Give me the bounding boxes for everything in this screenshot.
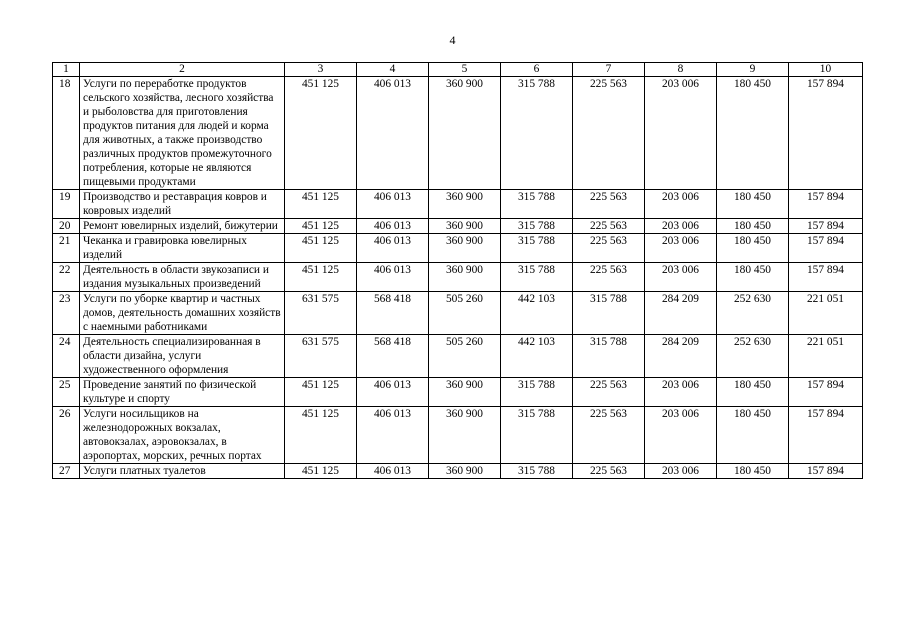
row-number: 25	[53, 378, 80, 407]
value-cell: 315 788	[501, 219, 573, 234]
value-cell: 225 563	[573, 263, 645, 292]
header-cell: 5	[429, 63, 501, 77]
value-cell: 225 563	[573, 407, 645, 464]
value-cell: 225 563	[573, 219, 645, 234]
value-cell: 157 894	[789, 263, 863, 292]
value-cell: 284 209	[645, 335, 717, 378]
row-number: 20	[53, 219, 80, 234]
value-cell: 360 900	[429, 263, 501, 292]
value-cell: 315 788	[501, 234, 573, 263]
value-cell: 568 418	[357, 335, 429, 378]
header-cell: 2	[80, 63, 285, 77]
row-number: 21	[53, 234, 80, 263]
value-cell: 451 125	[285, 77, 357, 190]
value-cell: 225 563	[573, 234, 645, 263]
value-cell: 180 450	[717, 464, 789, 479]
value-cell: 203 006	[645, 219, 717, 234]
value-cell: 315 788	[501, 263, 573, 292]
value-cell: 406 013	[357, 234, 429, 263]
value-cell: 406 013	[357, 407, 429, 464]
value-cell: 180 450	[717, 263, 789, 292]
value-cell: 225 563	[573, 464, 645, 479]
value-cell: 225 563	[573, 378, 645, 407]
table-header-row	[53, 63, 863, 77]
row-number: 19	[53, 190, 80, 219]
value-cell: 360 900	[429, 407, 501, 464]
value-cell: 406 013	[357, 77, 429, 190]
table-row	[53, 335, 863, 378]
value-cell: 442 103	[501, 292, 573, 335]
value-cell: 157 894	[789, 464, 863, 479]
header-cell: 6	[501, 63, 573, 77]
value-cell: 203 006	[645, 464, 717, 479]
row-number: 26	[53, 407, 80, 464]
value-cell: 505 260	[429, 292, 501, 335]
value-cell: 157 894	[789, 190, 863, 219]
value-cell: 203 006	[645, 378, 717, 407]
value-cell: 315 788	[573, 292, 645, 335]
value-cell: 451 125	[285, 464, 357, 479]
value-cell: 203 006	[645, 407, 717, 464]
table-body	[53, 63, 863, 479]
page-number: 4	[449, 33, 456, 47]
value-cell: 221 051	[789, 292, 863, 335]
value-cell: 315 788	[501, 407, 573, 464]
row-number: 18	[53, 77, 80, 190]
service-description: Услуги носильщиков на железнодорожных вокзалах, автовокзалах, аэровокзалах, в аэропортах, морских, речных портах	[80, 407, 285, 464]
value-cell: 360 900	[429, 190, 501, 219]
value-cell: 451 125	[285, 234, 357, 263]
value-cell: 631 575	[285, 292, 357, 335]
value-cell: 631 575	[285, 335, 357, 378]
service-description: Проведение занятий по физической культуре и спорту	[80, 378, 285, 407]
value-cell: 225 563	[573, 77, 645, 190]
header-cell: 8	[645, 63, 717, 77]
value-cell: 406 013	[357, 219, 429, 234]
value-cell: 157 894	[789, 378, 863, 407]
value-cell: 252 630	[717, 335, 789, 378]
value-cell: 180 450	[717, 190, 789, 219]
value-cell: 315 788	[573, 335, 645, 378]
header-cell: 1	[53, 63, 80, 77]
value-cell: 406 013	[357, 263, 429, 292]
value-cell: 315 788	[501, 190, 573, 219]
value-cell: 203 006	[645, 77, 717, 190]
value-cell: 505 260	[429, 335, 501, 378]
value-cell: 360 900	[429, 234, 501, 263]
header-cell: 3	[285, 63, 357, 77]
service-description: Ремонт ювелирных изделий, бижутерии	[80, 219, 285, 234]
service-description: Деятельность специализированная в области дизайна, услуги художественного оформления	[80, 335, 285, 378]
value-cell: 225 563	[573, 190, 645, 219]
service-description: Деятельность в области звукозаписи и издания музыкальных произведений	[80, 263, 285, 292]
value-cell: 315 788	[501, 464, 573, 479]
value-cell: 157 894	[789, 77, 863, 190]
row-number: 24	[53, 335, 80, 378]
table-row	[53, 407, 863, 464]
header-cell: 10	[789, 63, 863, 77]
value-cell: 442 103	[501, 335, 573, 378]
table-row	[53, 234, 863, 263]
service-description: Производство и реставрация ковров и ковровых изделий	[80, 190, 285, 219]
value-cell: 180 450	[717, 407, 789, 464]
service-description: Чеканка и гравировка ювелирных изделий	[80, 234, 285, 263]
value-cell: 221 051	[789, 335, 863, 378]
value-cell: 568 418	[357, 292, 429, 335]
table-row	[53, 378, 863, 407]
value-cell: 180 450	[717, 378, 789, 407]
value-cell: 360 900	[429, 464, 501, 479]
value-cell: 203 006	[645, 263, 717, 292]
value-cell: 284 209	[645, 292, 717, 335]
value-cell: 203 006	[645, 234, 717, 263]
table-row	[53, 292, 863, 335]
value-cell: 315 788	[501, 378, 573, 407]
value-cell: 315 788	[501, 77, 573, 190]
value-cell: 451 125	[285, 407, 357, 464]
table-row	[53, 263, 863, 292]
value-cell: 360 900	[429, 219, 501, 234]
table-row	[53, 190, 863, 219]
value-cell: 360 900	[429, 77, 501, 190]
header-cell: 4	[357, 63, 429, 77]
tariff-table	[52, 62, 863, 479]
value-cell: 157 894	[789, 234, 863, 263]
table-row	[53, 219, 863, 234]
value-cell: 451 125	[285, 263, 357, 292]
value-cell: 451 125	[285, 219, 357, 234]
value-cell: 406 013	[357, 190, 429, 219]
value-cell: 406 013	[357, 464, 429, 479]
table-row	[53, 77, 863, 190]
table-row	[53, 464, 863, 479]
value-cell: 360 900	[429, 378, 501, 407]
header-cell: 9	[717, 63, 789, 77]
value-cell: 451 125	[285, 378, 357, 407]
row-number: 23	[53, 292, 80, 335]
value-cell: 203 006	[645, 190, 717, 219]
row-number: 27	[53, 464, 80, 479]
service-description: Услуги платных туалетов	[80, 464, 285, 479]
row-number: 22	[53, 263, 80, 292]
value-cell: 451 125	[285, 190, 357, 219]
header-cell: 7	[573, 63, 645, 77]
service-description: Услуги по переработке продуктов сельского хозяйства, лесного хозяйства и рыболовства для приготовления продуктов питания для людей и корма для животных, а также производство различных продуктов промежуточного потребления, которые не являются пищевыми продуктами	[80, 77, 285, 190]
value-cell: 406 013	[357, 378, 429, 407]
service-description: Услуги по уборке квартир и частных домов, деятельность домашних хозяйств с наемными работниками	[80, 292, 285, 335]
value-cell: 157 894	[789, 407, 863, 464]
value-cell: 180 450	[717, 77, 789, 190]
value-cell: 180 450	[717, 219, 789, 234]
value-cell: 252 630	[717, 292, 789, 335]
value-cell: 180 450	[717, 234, 789, 263]
value-cell: 157 894	[789, 219, 863, 234]
